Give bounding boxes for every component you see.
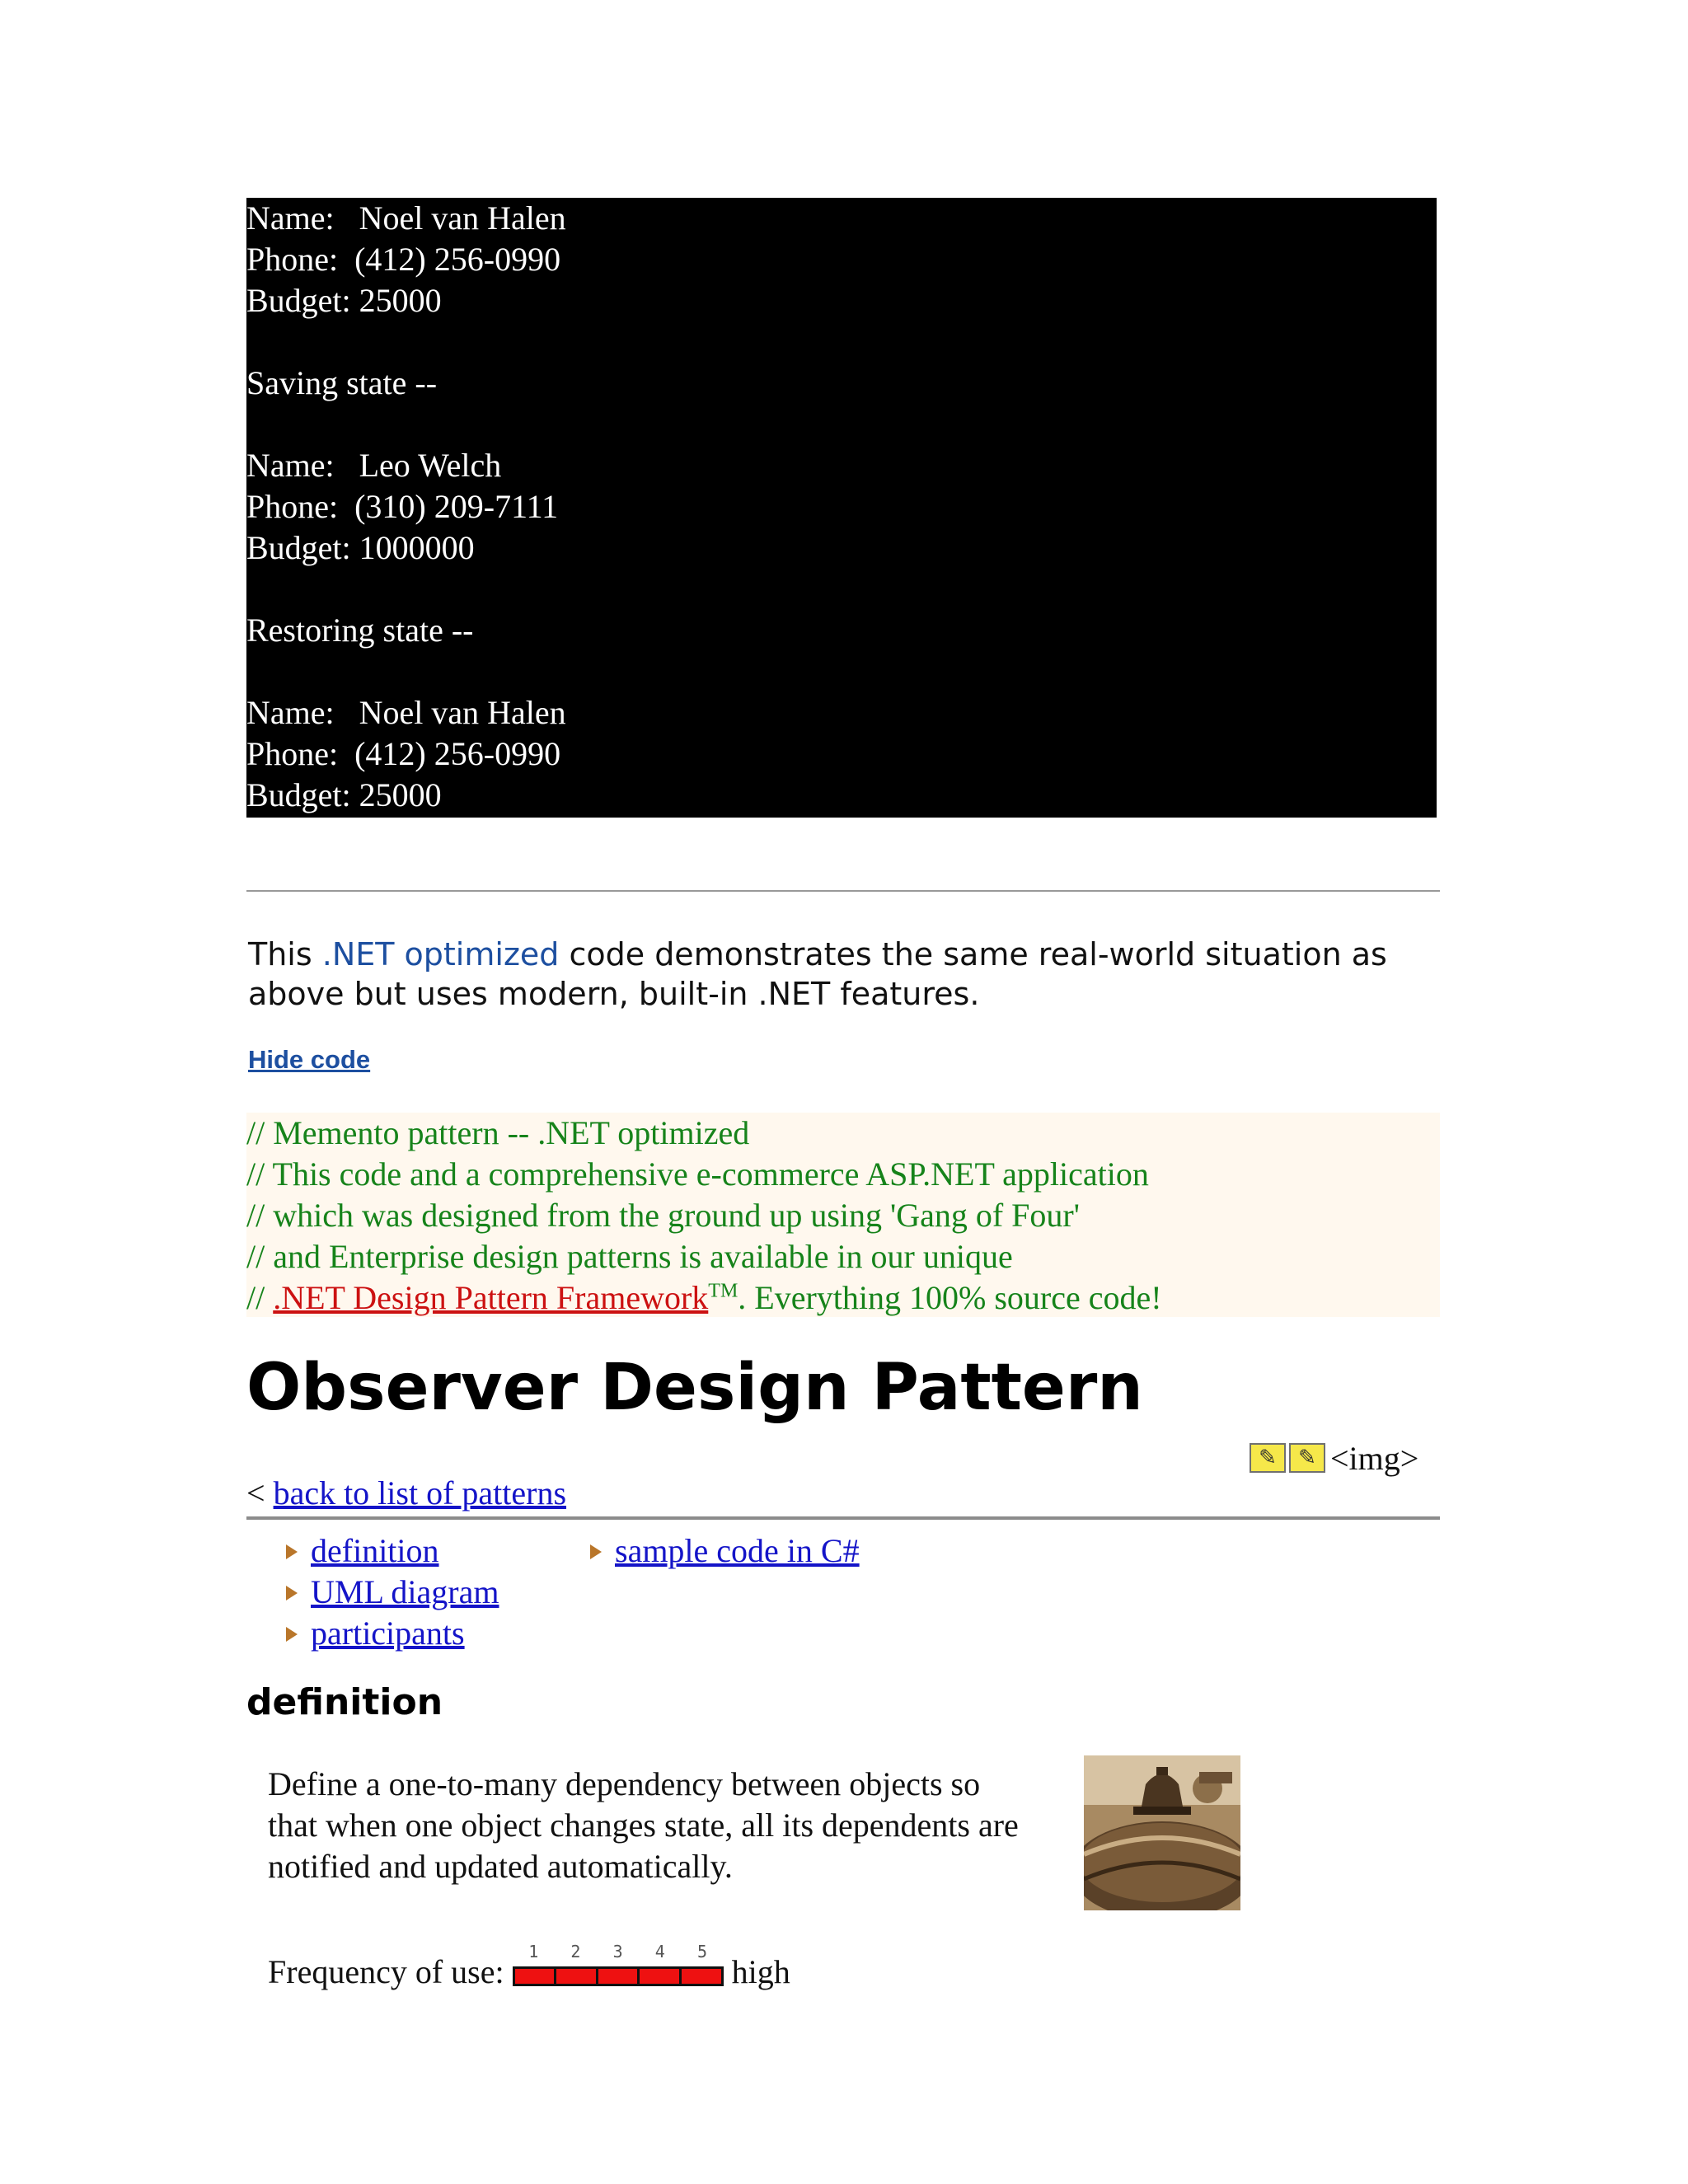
code-line: // Memento pattern -- .NET optimized: [246, 1114, 750, 1151]
console-line: Phone: (412) 256-0990: [246, 735, 561, 772]
triangle-bullet-icon: [590, 1544, 602, 1559]
frequency-segment: [682, 1969, 721, 1984]
frequency-scale: [513, 1942, 724, 1991]
frequency-text: high: [731, 1953, 790, 1990]
nav-link-definition[interactable]: definition: [311, 1531, 439, 1569]
net-optimized-link[interactable]: .NET optimized: [321, 936, 560, 972]
triangle-bullet-icon: [286, 1627, 298, 1642]
back-prefix: <: [246, 1474, 274, 1511]
nav-item-sample-code[interactable]: [590, 1530, 860, 1571]
nav-item-participants[interactable]: [286, 1612, 499, 1653]
definition-text: Define a one-to-many dependency between objects so that when one object changes state, all its dependents are notified and updated automatically.: [268, 1765, 1019, 1885]
frequency-fill: [515, 1969, 721, 1984]
nav-link-uml-diagram[interactable]: UML diagram: [311, 1572, 499, 1610]
console-line: Phone: (310) 209-7111: [246, 488, 559, 525]
framework-link[interactable]: .NET Design Pattern Framework: [273, 1279, 709, 1316]
code-block: [246, 1113, 1440, 1317]
nav-link-sample-code[interactable]: sample code in C#: [615, 1531, 860, 1569]
console-line: [246, 651, 1437, 692]
frequency-label: Frequency of use:: [268, 1953, 504, 1990]
code-line: // which was designed from the ground up using 'Gang of Four': [246, 1197, 1080, 1234]
nav-item-definition[interactable]: [286, 1530, 499, 1571]
section-nav-col-1: [286, 1530, 499, 1653]
divider: [246, 890, 1440, 892]
frequency-segment: [640, 1969, 682, 1984]
scale-numbers: [513, 1942, 724, 1960]
console-line: Name: Noel van Halen: [246, 694, 566, 731]
toolbar-icons: [1250, 1439, 1419, 1477]
triangle-bullet-icon: [286, 1544, 298, 1559]
console-line: Budget: 1000000: [246, 529, 475, 566]
code-line: // and Enterprise design patterns is available in our unique: [246, 1238, 1013, 1275]
scale-number: 4: [654, 1942, 665, 1961]
intro-paragraph: [248, 935, 1451, 1014]
page-title: Observer Design Pattern: [246, 1351, 1143, 1425]
console-line: Phone: (412) 256-0990: [246, 241, 561, 278]
triangle-bullet-icon: [286, 1586, 298, 1601]
nav-item-uml-diagram[interactable]: [286, 1571, 499, 1612]
section-nav-col-2: [590, 1530, 860, 1571]
scale-number: 3: [612, 1942, 623, 1961]
bell-photo: [1084, 1755, 1240, 1910]
definition-heading: definition: [246, 1681, 443, 1723]
scale-number: 2: [570, 1942, 581, 1961]
bell-photo-drawing: [1084, 1755, 1240, 1910]
console-line: Saving state --: [246, 364, 438, 401]
hide-code-link[interactable]: Hide code: [248, 1045, 371, 1074]
intro-prefix: This: [248, 936, 322, 972]
frequency-segment: [515, 1969, 557, 1984]
console-line: [246, 321, 1437, 363]
intro-suffix: code demonstrates the same real-world situation as above but uses modern, built-in .NET features.: [248, 936, 1387, 1012]
back-nav: [246, 1474, 566, 1512]
console-line: [246, 404, 1437, 445]
console-line: Name: Leo Welch: [246, 447, 502, 484]
console-line: Name: Noel van Halen: [246, 199, 566, 237]
scale-number: 1: [528, 1942, 539, 1961]
code-line: [246, 1277, 1440, 1319]
code-comment-prefix: //: [246, 1279, 274, 1316]
frequency-segment: [556, 1969, 598, 1984]
console-line: Restoring state --: [246, 612, 474, 649]
console-line: Budget: 25000: [246, 776, 442, 813]
frequency-of-use: [268, 1942, 790, 1991]
divider: [246, 1516, 1440, 1520]
trademark: TM: [708, 1280, 738, 1302]
console-line: [246, 569, 1437, 610]
frequency-segment: [598, 1969, 640, 1984]
nav-link-participants[interactable]: participants: [311, 1614, 465, 1652]
frequency-bar: [513, 1966, 724, 1986]
email-icon[interactable]: ✎: [1289, 1443, 1325, 1473]
print-icon[interactable]: ✎: [1250, 1443, 1286, 1473]
code-comment-suffix: . Everything 100% source code!: [738, 1279, 1162, 1316]
scale-number: 5: [696, 1942, 708, 1961]
console-line: Budget: 25000: [246, 282, 442, 319]
broken-image-alt: <img>: [1330, 1439, 1419, 1477]
code-line: // This code and a comprehensive e-commerce ASP.NET application: [246, 1155, 1149, 1193]
console-output: [246, 198, 1437, 818]
back-to-patterns-link[interactable]: back to list of patterns: [273, 1474, 567, 1511]
